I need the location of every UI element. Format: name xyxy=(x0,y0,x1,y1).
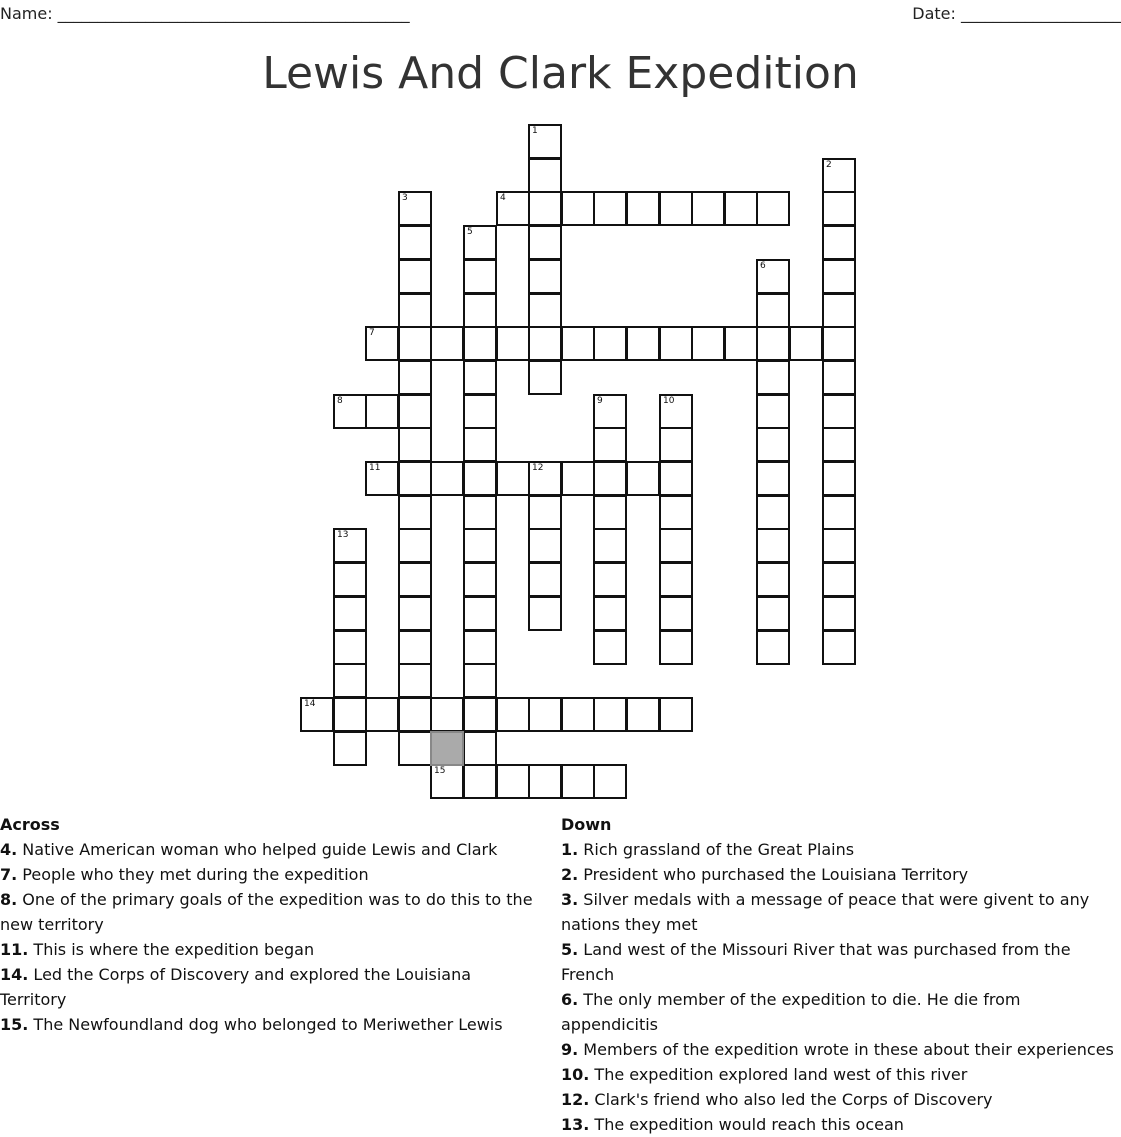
cell-number: 5 xyxy=(467,227,473,237)
grid-cell[interactable] xyxy=(724,191,758,226)
grid-cell[interactable] xyxy=(822,394,856,429)
clue-item xyxy=(0,1012,540,1037)
grid-cell[interactable] xyxy=(528,293,562,328)
grid-cell[interactable] xyxy=(561,764,595,799)
grid-cell[interactable] xyxy=(593,562,627,597)
down-heading: Down xyxy=(561,815,612,834)
grid-cell[interactable] xyxy=(398,596,432,631)
grid-cell[interactable] xyxy=(496,326,530,361)
grid-cell[interactable] xyxy=(822,596,856,631)
clue-item xyxy=(0,862,540,887)
grid-cell[interactable] xyxy=(659,596,693,631)
clue-number: 9. xyxy=(561,1040,579,1059)
grid-cell[interactable] xyxy=(300,697,334,732)
grid-cell[interactable] xyxy=(398,731,432,766)
grid-cell[interactable] xyxy=(398,562,432,597)
grid-cell[interactable] xyxy=(659,495,693,530)
grid-cell[interactable] xyxy=(659,461,693,496)
cell-number: 1 xyxy=(532,126,538,136)
grid-cell[interactable] xyxy=(724,326,758,361)
grid-cell[interactable] xyxy=(691,191,725,226)
grid-cell[interactable] xyxy=(659,394,693,429)
clue-number: 7. xyxy=(0,865,18,884)
grid-cell[interactable] xyxy=(659,697,693,732)
name-field[interactable]: Name: ____________________________________________ xyxy=(0,4,410,23)
grid-cell[interactable] xyxy=(756,495,790,530)
grid-cell[interactable] xyxy=(463,394,497,429)
grid-cell[interactable] xyxy=(593,427,627,462)
grid-cell[interactable] xyxy=(528,191,562,226)
clue-text: This is where the expedition began xyxy=(28,940,315,959)
grid-cell[interactable] xyxy=(333,731,367,766)
clue-text: Rich grassland of the Great Plains xyxy=(578,840,855,859)
clue-number: 3. xyxy=(561,890,579,909)
cell-number: 10 xyxy=(663,396,675,406)
clue-number: 8. xyxy=(0,890,18,909)
grid-cell[interactable] xyxy=(398,394,432,429)
clue-item xyxy=(0,837,540,862)
clue-text: Silver medals with a message of peace that were givent to any nations they met xyxy=(561,890,1090,934)
grid-cell[interactable] xyxy=(398,259,432,294)
clue-text: Native American woman who helped guide Lewis and Clark xyxy=(17,840,498,859)
shaded-cell xyxy=(430,731,464,766)
grid-cell[interactable] xyxy=(430,697,464,732)
clue-item xyxy=(561,1062,1121,1087)
grid-cell[interactable] xyxy=(659,427,693,462)
grid-cell[interactable] xyxy=(691,326,725,361)
clue-item xyxy=(561,1037,1121,1062)
grid-cell[interactable] xyxy=(463,562,497,597)
grid-cell[interactable] xyxy=(593,596,627,631)
grid-cell[interactable] xyxy=(333,630,367,665)
cell-number: 13 xyxy=(337,530,349,540)
grid-cell[interactable] xyxy=(463,596,497,631)
clue-number: 13. xyxy=(561,1115,590,1134)
grid-cell[interactable] xyxy=(822,360,856,395)
across-clues xyxy=(0,812,540,1037)
grid-cell[interactable] xyxy=(398,326,432,361)
grid-cell[interactable] xyxy=(593,461,627,496)
grid-cell[interactable] xyxy=(659,326,693,361)
clue-text: The expedition would reach this ocean xyxy=(589,1115,904,1134)
grid-cell[interactable] xyxy=(528,326,562,361)
cell-number: 15 xyxy=(434,766,446,776)
clue-item xyxy=(561,1087,1121,1112)
clue-number: 5. xyxy=(561,940,579,959)
grid-cell[interactable] xyxy=(333,394,367,429)
grid-cell[interactable] xyxy=(626,326,660,361)
grid-cell[interactable] xyxy=(496,764,530,799)
grid-cell[interactable] xyxy=(822,326,856,361)
grid-cell[interactable] xyxy=(593,764,627,799)
grid-cell[interactable] xyxy=(528,596,562,631)
cell-number: 7 xyxy=(369,328,375,338)
clue-item xyxy=(561,862,1121,887)
grid-cell[interactable] xyxy=(822,630,856,665)
grid-cell[interactable] xyxy=(822,427,856,462)
clue-text: People who they met during the expedition xyxy=(17,865,369,884)
grid-cell[interactable] xyxy=(593,630,627,665)
clue-item xyxy=(561,987,1121,1037)
clue-text: The expedition explored land west of this river xyxy=(589,1065,968,1084)
clue-text: President who purchased the Louisiana Territory xyxy=(578,865,969,884)
cell-number: 4 xyxy=(500,193,506,203)
grid-cell[interactable] xyxy=(528,259,562,294)
clue-item xyxy=(561,837,1121,862)
grid-cell[interactable] xyxy=(528,495,562,530)
grid-cell[interactable] xyxy=(333,697,367,732)
cell-number: 14 xyxy=(304,699,316,709)
grid-cell[interactable] xyxy=(398,697,432,732)
grid-cell[interactable] xyxy=(593,495,627,530)
grid-cell[interactable] xyxy=(593,697,627,732)
grid-cell[interactable] xyxy=(528,158,562,193)
page-title: Lewis And Clark Expedition xyxy=(262,48,859,99)
grid-cell[interactable] xyxy=(561,697,595,732)
clue-text: The only member of the expedition to die. He die from appendicitis xyxy=(561,990,1021,1034)
clue-number: 15. xyxy=(0,1015,29,1034)
grid-cell[interactable] xyxy=(528,225,562,260)
grid-cell[interactable] xyxy=(365,697,399,732)
clue-item xyxy=(0,887,540,937)
clue-item xyxy=(0,962,540,1012)
clue-number: 1. xyxy=(561,840,579,859)
grid-cell[interactable] xyxy=(398,225,432,260)
grid-cell[interactable] xyxy=(398,427,432,462)
grid-cell[interactable] xyxy=(756,326,790,361)
grid-cell[interactable] xyxy=(463,528,497,563)
grid-cell[interactable] xyxy=(333,562,367,597)
grid-cell[interactable] xyxy=(463,697,497,732)
clue-text: Land west of the Missouri River that was purchased from the French xyxy=(561,940,1071,984)
grid-cell[interactable] xyxy=(398,360,432,395)
grid-cell[interactable] xyxy=(822,191,856,226)
grid-cell[interactable] xyxy=(756,630,790,665)
clue-number: 14. xyxy=(0,965,29,984)
grid-cell[interactable] xyxy=(593,528,627,563)
grid-cell[interactable] xyxy=(822,225,856,260)
grid-cell[interactable] xyxy=(430,764,464,799)
cell-number: 6 xyxy=(760,261,766,271)
grid-cell[interactable] xyxy=(398,630,432,665)
grid-cell[interactable] xyxy=(463,225,497,260)
clue-number: 4. xyxy=(0,840,18,859)
grid-cell[interactable] xyxy=(333,596,367,631)
grid-cell[interactable] xyxy=(528,697,562,732)
cell-number: 8 xyxy=(337,396,343,406)
grid-cell[interactable] xyxy=(626,191,660,226)
grid-cell[interactable] xyxy=(463,326,497,361)
grid-cell[interactable] xyxy=(593,326,627,361)
grid-cell[interactable] xyxy=(528,124,562,159)
clue-item xyxy=(561,887,1121,937)
clue-number: 10. xyxy=(561,1065,590,1084)
clue-text: One of the primary goals of the expedition was to do this to the new territory xyxy=(0,890,533,934)
grid-cell[interactable] xyxy=(756,259,790,294)
grid-cell[interactable] xyxy=(528,461,562,496)
grid-cell[interactable] xyxy=(822,461,856,496)
grid-cell[interactable] xyxy=(463,495,497,530)
grid-cell[interactable] xyxy=(398,461,432,496)
grid-cell[interactable] xyxy=(528,562,562,597)
cell-number: 2 xyxy=(826,160,832,170)
clue-item xyxy=(561,937,1121,987)
grid-cell[interactable] xyxy=(756,394,790,429)
grid-cell[interactable] xyxy=(398,528,432,563)
clue-text: Led the Corps of Discovery and explored the Louisiana Territory xyxy=(0,965,472,1009)
grid-cell[interactable] xyxy=(398,293,432,328)
grid-cell[interactable] xyxy=(593,394,627,429)
grid-cell[interactable] xyxy=(659,191,693,226)
cell-number: 9 xyxy=(597,396,603,406)
grid-cell[interactable] xyxy=(756,191,790,226)
grid-cell[interactable] xyxy=(756,360,790,395)
grid-cell[interactable] xyxy=(430,461,464,496)
grid-cell[interactable] xyxy=(561,461,595,496)
cell-number: 12 xyxy=(532,463,544,473)
grid-cell[interactable] xyxy=(365,326,399,361)
clue-text: Clark's friend who also led the Corps of Discovery xyxy=(589,1090,993,1109)
grid-cell[interactable] xyxy=(822,259,856,294)
clue-number: 11. xyxy=(0,940,29,959)
grid-cell[interactable] xyxy=(561,326,595,361)
cell-number: 3 xyxy=(402,193,408,203)
grid-cell[interactable] xyxy=(463,663,497,698)
grid-cell[interactable] xyxy=(398,495,432,530)
clue-number: 12. xyxy=(561,1090,590,1109)
grid-cell[interactable] xyxy=(463,259,497,294)
grid-cell[interactable] xyxy=(333,663,367,698)
grid-cell[interactable] xyxy=(496,461,530,496)
clue-text: The Newfoundland dog who belonged to Meriwether Lewis xyxy=(28,1015,503,1034)
grid-cell[interactable] xyxy=(561,191,595,226)
grid-cell[interactable] xyxy=(659,630,693,665)
clue-number: 6. xyxy=(561,990,579,1009)
grid-cell[interactable] xyxy=(528,360,562,395)
grid-cell[interactable] xyxy=(528,764,562,799)
grid-cell[interactable] xyxy=(626,697,660,732)
grid-cell[interactable] xyxy=(756,596,790,631)
grid-cell[interactable] xyxy=(756,427,790,462)
across-heading: Across xyxy=(0,815,60,834)
grid-cell[interactable] xyxy=(626,461,660,496)
date-field[interactable]: Date: ____________________ xyxy=(912,4,1121,23)
grid-cell[interactable] xyxy=(659,562,693,597)
grid-cell[interactable] xyxy=(756,528,790,563)
grid-cell[interactable] xyxy=(463,630,497,665)
grid-cell[interactable] xyxy=(659,528,693,563)
grid-cell[interactable] xyxy=(430,326,464,361)
grid-cell[interactable] xyxy=(528,528,562,563)
grid-cell[interactable] xyxy=(398,663,432,698)
clue-item xyxy=(561,1112,1121,1137)
grid-cell[interactable] xyxy=(463,360,497,395)
grid-cell[interactable] xyxy=(398,191,432,226)
grid-cell[interactable] xyxy=(496,697,530,732)
grid-cell[interactable] xyxy=(822,158,856,193)
grid-cell[interactable] xyxy=(756,562,790,597)
clue-number: 2. xyxy=(561,865,579,884)
down-clues xyxy=(561,812,1121,1137)
grid-cell[interactable] xyxy=(822,293,856,328)
grid-cell[interactable] xyxy=(463,293,497,328)
grid-cell[interactable] xyxy=(789,326,823,361)
clue-text: Members of the expedition wrote in these about their experiences xyxy=(578,1040,1114,1059)
cell-number: 11 xyxy=(369,463,381,473)
grid-cell[interactable] xyxy=(333,528,367,563)
grid-cell[interactable] xyxy=(463,764,497,799)
grid-cell[interactable] xyxy=(822,495,856,530)
grid-cell[interactable] xyxy=(756,461,790,496)
grid-cell[interactable] xyxy=(365,461,399,496)
grid-cell[interactable] xyxy=(365,394,399,429)
grid-cell[interactable] xyxy=(463,461,497,496)
grid-cell[interactable] xyxy=(463,427,497,462)
grid-cell[interactable] xyxy=(822,562,856,597)
clue-item xyxy=(0,937,540,962)
grid-cell[interactable] xyxy=(756,293,790,328)
grid-cell[interactable] xyxy=(822,528,856,563)
grid-cell[interactable] xyxy=(463,731,497,766)
grid-cell[interactable] xyxy=(593,191,627,226)
grid-cell[interactable] xyxy=(496,191,530,226)
